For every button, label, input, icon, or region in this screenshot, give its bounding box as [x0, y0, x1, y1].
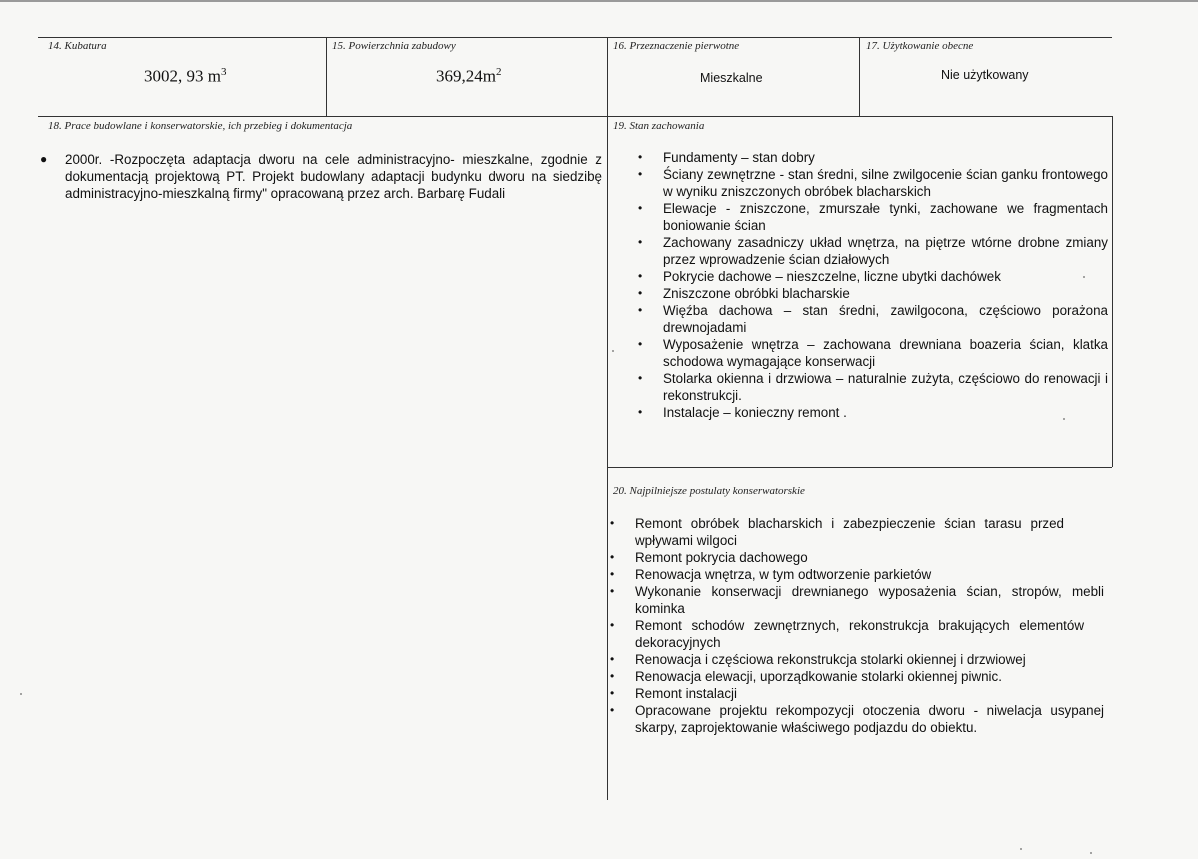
bullet-icon: • [638, 371, 643, 385]
powierzchnia-unit-exponent: 2 [495, 66, 502, 78]
list-item [608, 566, 1104, 583]
postulates-caption: 20. Najpilniejsze postulaty konserwatorskie [613, 485, 805, 497]
list-item [636, 268, 1108, 285]
condition-item-text: Instalacje – konieczny remont . [663, 405, 847, 420]
works-caption: 18. Prace budowlane i konserwatorskie, ich przebieg i dokumentacja [48, 120, 353, 132]
bullet-icon: • [638, 201, 643, 215]
scan-speck [1020, 848, 1022, 850]
row1-bottom-rule [38, 116, 1112, 117]
bullet-icon: • [638, 337, 643, 351]
row1-divider-3 [859, 37, 860, 116]
list-item [636, 149, 1108, 166]
list-item [608, 651, 1104, 668]
condition-item-text: Ściany zewnętrzne - stan średni, silne zwilgocenie ścian ganku frontowego w wyniku zniszczonych obróbek blacharskich [663, 167, 1108, 199]
bullet-icon: • [638, 150, 643, 164]
works-list [38, 151, 602, 202]
bullet-icon: • [610, 550, 615, 564]
list-item [636, 200, 1108, 234]
powierzchnia-caption: 15. Powierzchnia zabudowy [332, 40, 456, 52]
condition-item-text: Więźba dachowa – stan średni, zawilgocona, częściowo porażona drewnojadami [663, 303, 1108, 335]
przeznaczenie-value: Mieszkalne [700, 71, 763, 85]
postulate-item-text: Renowacja i częściowa rekonstrukcja stolarki okiennej i drzwiowej [635, 652, 1026, 667]
postulates-list [608, 515, 1104, 736]
section19-bottom-rule [607, 467, 1112, 468]
list-item [636, 336, 1108, 370]
row1-top-rule [38, 37, 1112, 38]
postulate-item-text: Remont instalacji [635, 686, 737, 701]
kubatura-number: 3002, 93 m [144, 66, 221, 86]
bullet-icon: • [610, 669, 615, 683]
powierzchnia-value [436, 66, 501, 87]
list-item [608, 583, 1104, 617]
list-item [608, 515, 1104, 549]
bullet-icon: • [638, 405, 643, 419]
list-item [608, 702, 1104, 736]
works-item-text: 2000r. -Rozpoczęta adaptacja dworu na cele administracyjno- mieszkalne, zgodnie z dokumentacją projektową PT. Projekt budowlany adaptacji budynku dworu na siedzibę administracyjno-mieszkalną firmy" opracowaną przez arch. Barbarę Fudali [65, 152, 602, 201]
scan-speck [20, 693, 22, 695]
list-item [608, 668, 1104, 685]
condition-list [636, 149, 1108, 421]
scan-speck [1083, 276, 1085, 278]
scan-speck [612, 350, 614, 352]
condition-item-text: Pokrycie dachowe – nieszczelne, liczne ubytki dachówek [663, 269, 1001, 284]
list-item [636, 404, 1108, 421]
postulate-item-text: Opracowane projektu rekompozycji otoczenia dworu - niwelacja usypanej skarpy, zaprojektowanie właściwego podjazdu do obiektu. [635, 703, 1104, 735]
scan-top-edge [0, 0, 1198, 2]
bullet-icon: • [638, 303, 643, 317]
bullet-icon: • [610, 618, 615, 632]
row1-divider-1 [326, 37, 327, 116]
postulate-item-text: Renowacja elewacji, uporządkowanie stolarki okiennej piwnic. [635, 669, 1002, 684]
bullet-icon: • [638, 235, 643, 249]
kubatura-value [144, 66, 226, 87]
list-item [608, 549, 1104, 566]
list-item [608, 617, 1104, 651]
postulate-item-text: Remont obróbek blacharskich i zabezpieczenie ścian tarasu przed wpływami wilgoci [635, 516, 1064, 548]
bullet-icon: • [610, 703, 615, 717]
list-item [38, 151, 602, 202]
postulate-item-text: Wykonanie konserwacji drewnianego wyposażenia ścian, stropów, mebli kominka [635, 584, 1104, 616]
przeznaczenie-caption: 16. Przeznaczenie pierwotne [613, 40, 740, 52]
condition-caption: 19. Stan zachowania [613, 120, 705, 132]
condition-item-text: Elewacje - zniszczone, zmurszałe tynki, zachowane we fragmentach boniowanie ścian [663, 201, 1108, 233]
condition-item-text: Fundamenty – stan dobry [663, 150, 815, 165]
postulate-item-text: Renowacja wnętrza, w tym odtworzenie parkietów [635, 567, 932, 582]
scan-speck [1090, 852, 1092, 854]
row1-divider-2 [607, 37, 608, 116]
condition-item-text: Zniszczone obróbki blacharskie [663, 286, 850, 301]
list-item [608, 685, 1104, 702]
section19-right-rule [1112, 116, 1113, 467]
list-item [636, 370, 1108, 404]
bullet-icon: • [610, 652, 615, 666]
bullet-icon: ● [40, 152, 48, 166]
powierzchnia-number: 369,24m [436, 66, 496, 86]
bullet-icon: • [610, 516, 615, 530]
list-item [636, 234, 1108, 268]
bullet-icon: • [638, 269, 643, 283]
postulate-item-text: Remont schodów zewnętrznych, rekonstrukcja brakujących elementów dekoracyjnych [635, 618, 1084, 650]
scan-speck [1063, 418, 1065, 420]
list-item [636, 302, 1108, 336]
bullet-icon: • [638, 167, 643, 181]
uzytkowanie-caption: 17. Użytkowanie obecne [866, 40, 974, 52]
list-item [636, 166, 1108, 200]
postulate-item-text: Remont pokrycia dachowego [635, 550, 808, 565]
uzytkowanie-value: Nie użytkowany [941, 68, 1029, 82]
bullet-icon: • [610, 567, 615, 581]
list-item [636, 285, 1108, 302]
kubatura-caption: 14. Kubatura [48, 40, 107, 52]
bullet-icon: • [638, 286, 643, 300]
condition-item-text: Stolarka okienna i drzwiowa – naturalnie zużyta, częściowo do renowacji i rekonstrukcji. [663, 371, 1108, 403]
condition-item-text: Zachowany zasadniczy układ wnętrza, na piętrze wtórne drobne zmiany przez wprowadzenie ścian działowych [663, 235, 1108, 267]
condition-item-text: Wyposażenie wnętrza – zachowana drewniana boazeria ścian, klatka schodowa wymagające konserwacji [663, 337, 1108, 369]
kubatura-unit-exponent: 3 [220, 66, 227, 78]
bullet-icon: • [610, 686, 615, 700]
bullet-icon: • [610, 584, 615, 598]
